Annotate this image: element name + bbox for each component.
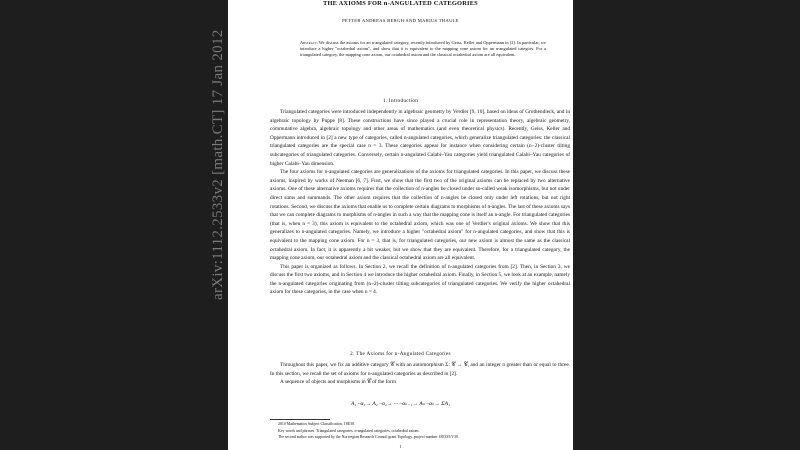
paragraph: A sequence of objects and morphisms in 𝒞 of the form (280, 379, 396, 386)
footnote: The second author was supported by the Norwegian Research Council grant Topology, project number 185335/V30. (278, 435, 459, 440)
page-number: 1 (399, 444, 402, 449)
paragraph: Triangulated categories were introduced independently in algebraic geometry by Verdier [9, 10], based on ideas of Grothendieck, and in algebraic topology by Puppe [8]. These constructions have since played a crucial role in representation theory, algebraic geometry, commutative algebra, algebraic topology and other areas of mathematics (and even theoretical physics). Recently, Geiss, Keller and Oppermann introduced in [2] a new type of categories, called n-angulated categories, which generalize triangulated categories: the classical triangulated categories are the special case n = 3. These categories appear for instance when considering certain (n−2)-cluster tilting subcategories of triangulated categories. Conversely, certain n-angulated Calabi–Yau categories yield triangulated Calabi–Yau categories of higher Calabi–Yau dimension. (270, 109, 570, 167)
section-2-heading: 2. The Axioms for n-Angulated Categories (350, 351, 451, 357)
pdf-page (228, 0, 573, 450)
arxiv-identifier-stamp: arXiv:1112.2533v2 [math.CT] 17 Jan 2012 (210, 29, 226, 300)
abstract-text: We discuss the axioms for an n-angulated category, recently introduced by Geiss, Keller and Oppermann in [2]. In particular, we introduce a higher "octahedral axiom", and show that it is equivalent to the mapping cone axiom for an n-angulated category. For a triangulated category, the mapping cone axiom, our octahedral axiom and the classical octahedral axiom are all equivalent. (300, 40, 546, 58)
paper-authors: PETTER ANDREAS BERGH AND MARIUS THAULE (342, 18, 459, 23)
footnote: Key words and phrases. Triangulated categories, n-angulated categories, octahedral axiom. (278, 428, 420, 433)
footnotes (278, 421, 568, 441)
footnote-rule (270, 419, 330, 420)
paragraph: This paper is organized as follows. In Section 2, we recall the definition of n-angulated categories from [2]. Then, in Section 3, we discuss the first two axioms, and in Section 4 we introduce the higher octahedral axiom. Finally, in Section 5, we look at an example, namely the n-angulated categories originating from (n−2)-cluster tilting subcategories of triangulated categories. We verify the higher octahedral axiom for these categories, in the case when n = 4. (270, 263, 570, 296)
section-1-body (270, 108, 570, 297)
section-1-heading: 1. Introduction (382, 98, 419, 104)
abstract (300, 40, 546, 59)
paragraph: Throughout this paper, we fix an additive category 𝒞 with an automorphism Σ: 𝒞 → 𝒞, and an integer n greater than or equal to three. In this section, we recall the set of axioms for n-angulated categories as described in [2]. (270, 362, 570, 377)
paper-title: THE AXIOMS FOR n-ANGULATED CATEGORIES (323, 0, 478, 7)
footnote: 2010 Mathematics Subject Classification. 18E30. (278, 422, 355, 426)
section-2-body (270, 361, 570, 387)
sequence-formula: A₁ –α₁→ A₂ –α₂→ ··· –αₙ₋₁→ Aₙ –αₙ→ ΣA₁ (350, 401, 450, 407)
paragraph: The four axioms for n-angulated categories are generalizations of the axioms for triangulated categories. In this paper, we discuss these axioms, inspired by works of Neeman [6, 7]. First, we show that the first two of the original axioms can be replaced by two alternative axioms. One of these alternative axioms requires that the collection of n-angles be closed under so-called weak isomorphisms, but not under direct sums and summands. The other axiom requires that the collection of n-angles be closed only under left rotations, but not right rotations. Second, we discuss the axioms that enable us to complete certain diagrams to morphisms of n-angles. The last of these axioms says that we can complete diagrams to morphisms of n-angles in such a way that the mapping cone is itself an n-angle. For triangulated categories (that is, when n = 3), this axiom is equivalent to the octahedral axiom, which was one of Verdier's original axioms. We show that this generalizes to n-angulated categories. Namely, we introduce a higher "octahedral axiom" for n-angulated categories, and show that this is equivalent to the mapping cone axiom. For n = 3, that is, for triangulated categories, our new axiom is almost the same as the classical octahedral axiom. In fact, it is apparently a bit weaker, but we show that they are equivalent. Therefore, for a triangulated category, the mapping cone axiom, our octahedral axiom and the classical octahedral axiom are all equivalent. (270, 169, 570, 262)
abstract-label: Abstract. (300, 40, 318, 45)
